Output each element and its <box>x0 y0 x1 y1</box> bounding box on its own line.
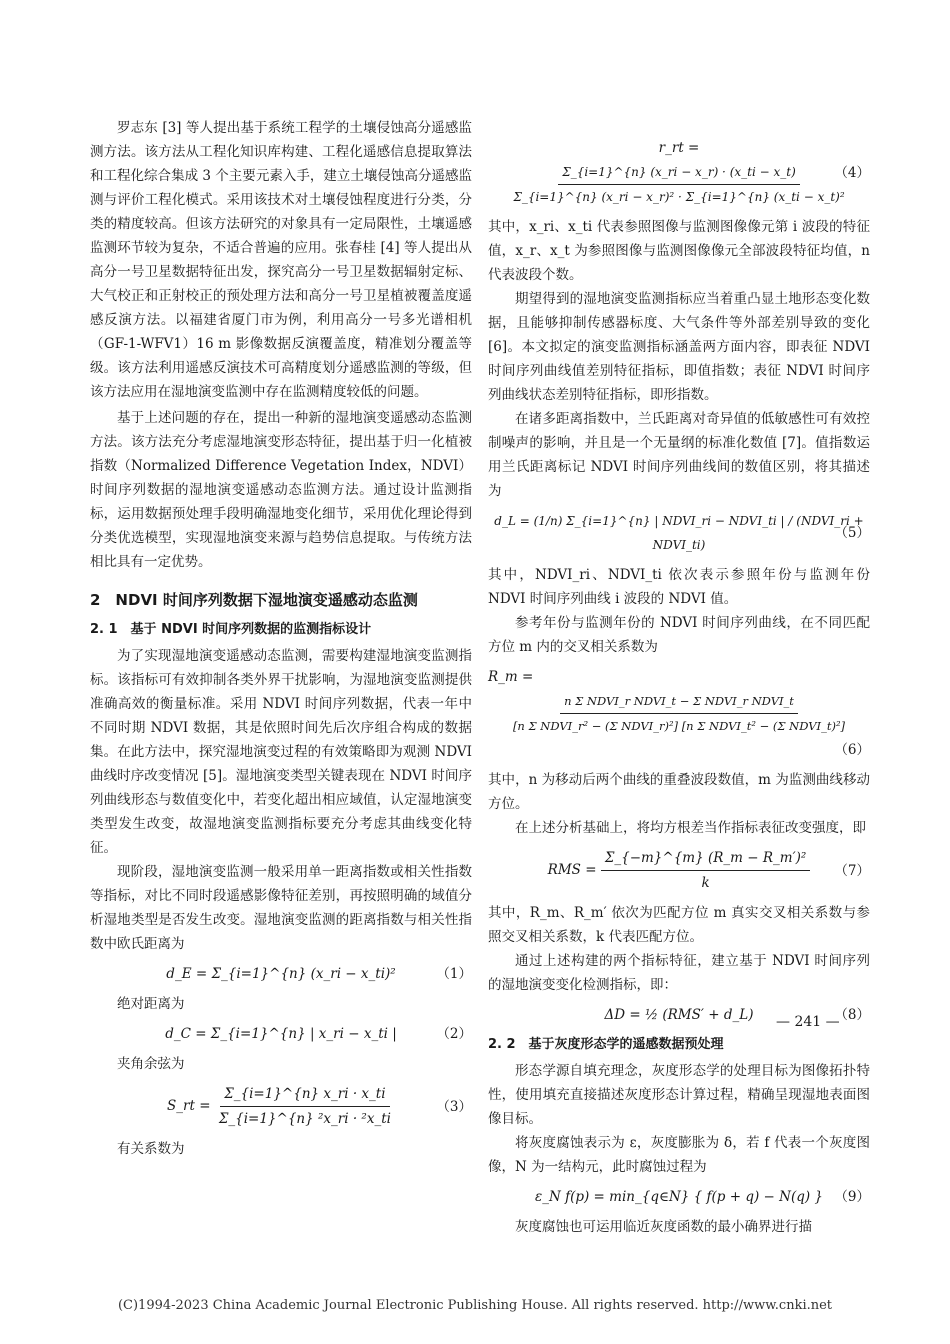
equation-intro: 夹角余弦为 <box>117 1056 185 1072</box>
equation-4-number: （4） <box>834 164 870 181</box>
copyright-footer: (C)1994-2023 China Academic Journal Electronic Publishing House. All rights reserved. http://www.cnki.net <box>117 1298 833 1313</box>
section-heading-2: 2 NDVI 时间序列数据下湿地演变遥感动态监测 <box>90 591 418 609</box>
equation-3-denominator: Σ_{i=1}^{n} ²x_ri · ²x_ti <box>218 1111 391 1127</box>
equation-2-number: （2） <box>436 1026 472 1042</box>
equation-6-number: （6） <box>834 742 870 758</box>
equation-6 <box>488 665 870 762</box>
paragraph: 现阶段，湿地演变监测一般采用单一距离指数或相关性指数等指标，对比不同时段遥感影像特征差别，再按照明确的域值分析湿地类型是否发生改变。湿地演变监测的距离指数与相关性指数中欧氏距离为 <box>90 864 472 952</box>
equation-8-number: （8） <box>834 1007 870 1023</box>
equation-3-fraction <box>215 1082 395 1131</box>
equation-9-number: （9） <box>834 1189 870 1205</box>
paragraph: 其中，R_m、R_m′ 依次为匹配方位 m 真实交叉相关系数与参照交叉相关系数，k 代表匹配方位。 <box>488 905 870 945</box>
equation-6-denominator: [n Σ NDVI_r² − (Σ NDVI_r)²] [n Σ NDVI_t² − (Σ NDVI_t)²] <box>512 719 846 733</box>
paragraph: 在诸多距离指数中，兰氏距离对奇异值的低敏感性可有效控制噪声的影响，并且是一个无量纲的标准化数值 [7]。值指数运用兰氏距离标记 NDVI 时间序列曲线间的数值区别，将其描述为 <box>488 411 870 499</box>
equation-4-lhs: r_rt = <box>658 140 700 156</box>
equation-5-body: d_L = (1/n) Σ_{i=1}^{n} | NDVI_ri − NDVI_ti | / (NDVI_ri + NDVI_ti) <box>494 514 864 552</box>
paragraph: 形态学源自填充理念，灰度形态学的处理目标为图像拓扑特性，使用填充直接描述灰度形态计算过程，精确呈现湿地表面图像目标。 <box>488 1063 870 1127</box>
equation-1-number: （1） <box>436 966 472 982</box>
subsection-heading-2-2: 2. 2 基于灰度形态学的遥感数据预处理 <box>488 1037 724 1052</box>
paragraph: 将灰度腐蚀表示为 ε，灰度膨胀为 δ，若 f 代表一个灰度图像，N 为一结构元，此时腐蚀过程为 <box>488 1135 870 1175</box>
paragraph: 期望得到的湿地演变监测指标应当着重凸显土地形态变化数据，且能够抑制传感器标度、大气条件等外部差别导致的变化 [6]。本文拟定的演变监测指标涵盖两方面内容，即表征 NDVI 时间序列曲线值差别特征指标，即值指数；表征 NDVI 时间序列曲线状态差别特征指标，即形指数。 <box>488 291 870 403</box>
equation-6-lhs: R_m = <box>488 669 534 685</box>
equation-4-numerator: Σ_{i=1}^{n} (x_ri − x_r) · (x_ti − x_t) <box>558 160 800 185</box>
equation-7-denominator: k <box>701 875 710 891</box>
paragraph: 其中，NDVI_ri、NDVI_ti 依次表示参照年份与监测年份 NDVI 时间序列曲线 i 波段的 NDVI 值。 <box>488 567 870 607</box>
paragraph: 其中，x_ri、x_ti 代表参照图像与监测图像像元第 i 波段的特征值，x_r、x_t 为参照图像与监测图像像元全部波段特征均值，n 代表波段个数。 <box>488 219 870 283</box>
paragraph: 其中，n 为移动后两个曲线的重叠波段数值，m 为监测曲线移动方位。 <box>488 772 870 812</box>
equation-7-numerator: Σ_{−m}^{m} (R_m − R_m′)² <box>601 846 811 871</box>
equation-intro: 绝对距离为 <box>117 996 185 1012</box>
equation-2-body: d_C = Σ_{i=1}^{n} | x_ri − x_ti | <box>165 1026 397 1042</box>
equation-1-body: d_E = Σ_{i=1}^{n} (x_ri − x_ti)² <box>166 966 396 982</box>
equation-3-number: （3） <box>436 1098 472 1115</box>
paragraph: 灰度腐蚀也可运用临近灰度函数的最小确界进行描 <box>515 1219 812 1235</box>
equation-3-numerator: Σ_{i=1}^{n} x_ri · x_ti <box>220 1082 389 1107</box>
paragraph: 在上述分析基础上，将均方根差当作指标表征改变强度，即 <box>515 820 866 836</box>
equation-2 <box>90 1022 472 1046</box>
paragraph: 为了实现湿地演变遥感动态监测，需要构建湿地演变监测指标。该指标可有效抑制各类外界干扰影响，为湿地演变监测提供准确高效的衡量标准。采用 NDVI 时间序列数据，代表一年中不同时期 NDVI 数据，其是依照时间先后次序组合构成的数据集。在此方法中，探究湿地演变过程的有效策略即为观测 NDVI 曲线时序改变情况 [5]。湿地演变类型关键表现在 NDVI 时间序列曲线形态与数值变化中，若变化超出相应域值，认定湿地演变类型发生改变，故湿地演变监测指标要充分考虑其曲线变化特征。 <box>90 648 472 856</box>
equation-3-lhs: S_rt = <box>167 1098 211 1114</box>
right-column <box>488 130 870 1239</box>
equation-7-fraction <box>601 846 811 895</box>
equation-4-fraction <box>509 160 848 209</box>
equation-9-body: ε_N f(p) = min_{q∈N} { f(p + q) − N(q) } <box>535 1189 823 1205</box>
left-column <box>90 116 472 1161</box>
equation-9 <box>488 1185 870 1209</box>
equation-7-number: （7） <box>834 862 870 879</box>
equation-4-denominator: Σ_{i=1}^{n} (x_ri − x_r)² · Σ_{i=1}^{n} (x_ti − x_t)² <box>513 190 845 204</box>
equation-6-fraction <box>488 689 870 738</box>
paragraph: 基于上述问题的存在，提出一种新的湿地演变遥感动态监测方法。该方法充分考虑湿地演变形态特征，提出基于归一化植被指数（Normalized Difference Vegetation Index，NDVI）时间序列数据的湿地演变遥感动态监测方法。通过设计监测指标，运用数据预处理手段明确湿地变化细节，采用优化理论得到分类优选模型，实现湿地演变来源与趋势信息提取。与传统方法相比具有一定优势。 <box>90 410 472 570</box>
paragraph: 罗志东 [3] 等人提出基于系统工程学的土壤侵蚀高分遥感监测方法。该方法从工程化知识库构建、工程化遥感信息提取算法和工程化综合集成 3 个主要元素入手，建立土壤侵蚀高分遥感监测与评价工程化模式。采用该技术对土壤侵蚀程度进行分类，分类的精度较高。但该方法研究的对象具有一定局限性，土壤遥感监测环节较为复杂，不适合普遍的应用。张春桂 [4] 等人提出从高分一号卫星数据特征出发，探究高分一号卫星数据辐射定标、大气校正和正射校正的预处理方法和高分一号卫星植被覆盖度遥感反演方法。以福建省厦门市为例，利用高分一号多光谱相机（GF-1-WFV1）16 m 影像数据反演覆盖度，精准划分覆盖等级。该方法利用遥感反演技术可高精度划分遥感监测的等级，但该方法应用在湿地演变监测中存在监测精度较低的问题。 <box>90 120 472 400</box>
equation-4 <box>488 136 870 209</box>
equation-1 <box>90 962 472 986</box>
equation-7 <box>488 846 870 895</box>
equation-5 <box>488 509 870 557</box>
equation-5-number: （5） <box>834 525 870 541</box>
equation-6-numerator: n Σ NDVI_r NDVI_t − Σ NDVI_r NDVI_t <box>560 689 798 714</box>
page-number: — 241 — <box>776 1014 840 1030</box>
equation-8-body: ΔD = ½ (RMS′ + d_L) <box>604 1007 754 1023</box>
equation-3 <box>90 1082 472 1131</box>
equation-7-lhs: RMS = <box>547 862 597 878</box>
paragraph: 通过上述构建的两个指标特征，建立基于 NDVI 时间序列的湿地演变变化检测指标，即： <box>488 953 870 993</box>
paragraph: 参考年份与监测年份的 NDVI 时间序列曲线，在不同匹配方位 m 内的交叉相关系数为 <box>488 615 870 655</box>
equation-intro: 有关系数为 <box>117 1141 185 1157</box>
subsection-heading-2-1: 2. 1 基于 NDVI 时间序列数据的监测指标设计 <box>90 622 372 637</box>
